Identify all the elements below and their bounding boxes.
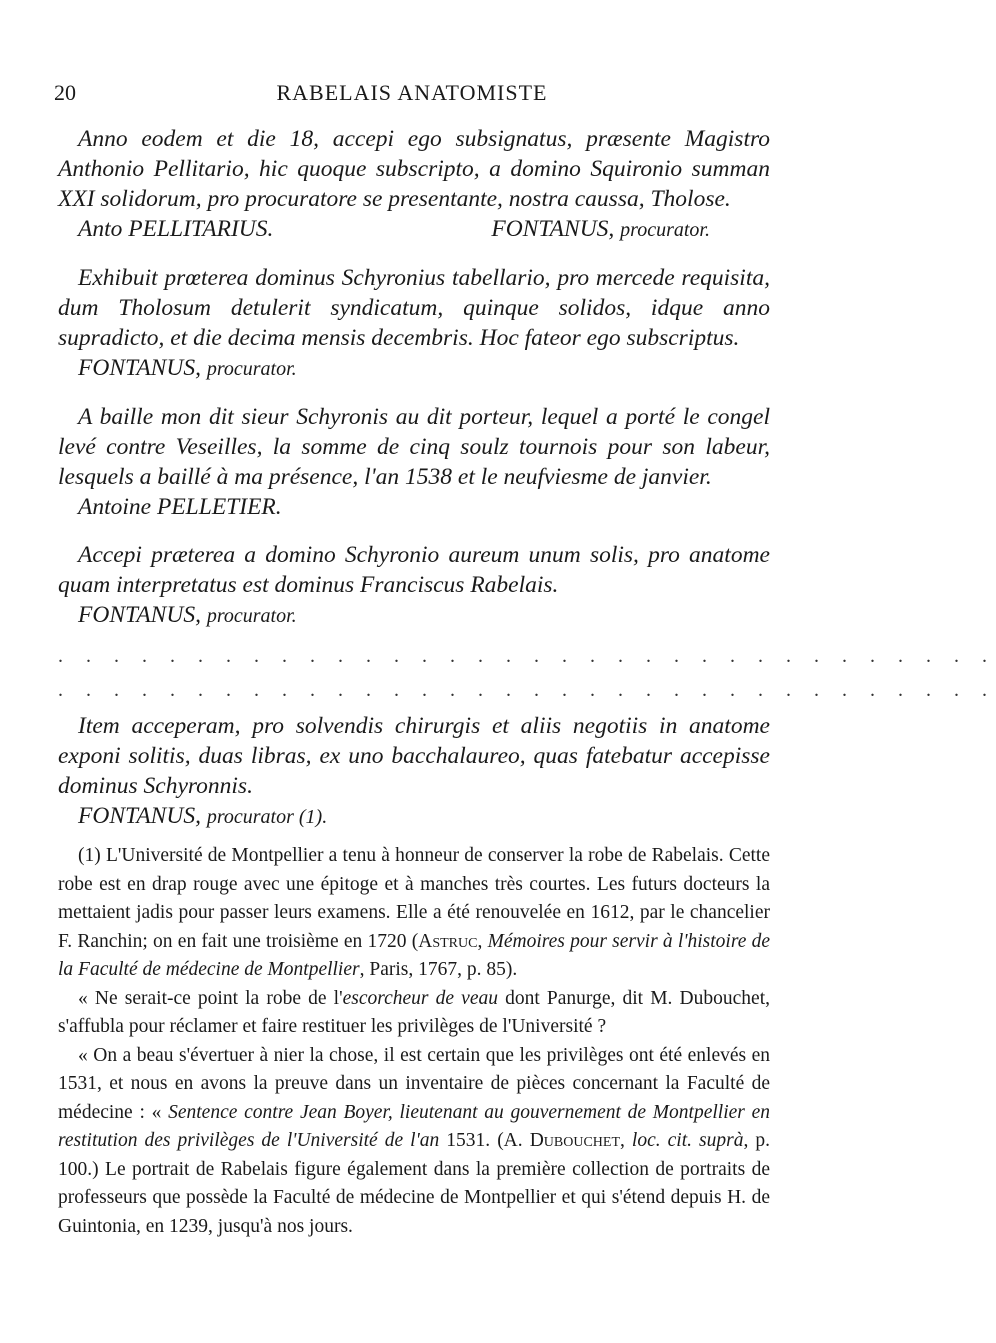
signature-pellitarius: Anto PELLITARIUS. [78, 216, 274, 242]
footnote-1-end: , Paris, 1767, p. 85). [359, 959, 518, 980]
signature-role: procurator. [206, 358, 297, 380]
footnote-author-astruc: Astruc [418, 930, 478, 952]
footnote-2 [58, 985, 770, 1042]
receipt-text-5: Item acceperam, pro solvendis chirurgis et aliis negotiis in anatome exponi solitis, duas libras, ex uno bacchalaureo, quas fatebatur accepisse dominus Schyronnis. [58, 713, 770, 799]
signature-fontanus-4 [58, 801, 770, 832]
footnote-sep: , [477, 930, 488, 952]
signature-role: procurator. [206, 605, 297, 627]
receipt-paragraph-4 [58, 540, 770, 600]
footnote-term-escorcheur: escorcheur de veau [342, 987, 498, 1009]
receipt-paragraph-1 [58, 124, 770, 214]
receipt-text-2: Exhibuit prœterea dominus Schyronius tabellario, pro mercede requisita, dum Tholosum detulerit syndicatum, quinque solidos, idque anno supradicto, et die decima mensis decembris. Hoc fateor ego subscriptus. [58, 265, 770, 351]
receipt-text-1: Anno eodem et die 18, accepi ego subsignatus, præsente Magistro Anthonio Pellitario, hic quoque subscripto, a domino Squironio summan XXI solidorum, pro procuratore se presentante, nostra caussa, Tholose. [58, 126, 770, 212]
footnote-loc-cit: loc. cit. suprà [631, 1130, 744, 1151]
footnote-title-memoires: Mémoires pour servir à l'histoire de la Faculté de médecine de Montpellier [58, 930, 770, 980]
running-title: RABELAIS ANATOMISTE [276, 80, 548, 105]
footnotes [58, 842, 770, 1241]
signature-row-1 [58, 214, 770, 245]
page-number: 20 [54, 80, 76, 105]
signature-pelletier: Antoine PELLETIER. [78, 494, 282, 520]
ellipsis-line-1: . . . . . . . . . . . . . . . . . . . . . . . . . . . . . . . . . . [58, 645, 996, 667]
ellipsis-line-2: . . . . . . . . . . . . . . . . . . . . . . . . . . . . . . . . . . [58, 679, 996, 701]
signature-name: FONTANUS, [78, 602, 201, 628]
footnote-3-mid: 1531. (A. [439, 1130, 530, 1151]
footnote-2-text: « Ne serait-ce point la robe de l' [78, 987, 343, 1009]
footnote-3 [58, 1042, 770, 1242]
receipt-paragraph-5 [58, 711, 770, 801]
signature-fontanus-3 [58, 600, 770, 631]
signature-name: FONTANUS, [78, 355, 201, 381]
signature-fontanus-2 [58, 353, 770, 384]
signature-fontanus-1 [491, 214, 710, 245]
signature-name: FONTANUS, [491, 216, 615, 242]
footnote-2-end: dont Panurge, dit M. Dubouchet, s'affubla pour réclamer et faire restituer les privilèges de l'Université ? [58, 987, 770, 1037]
footnote-3-end: , p. 100.) Le portrait de Rabelais figure également dans la première collection de portraits de professeurs que possède la Faculté de médecine de Montpellier et qui s'étend depuis H. de Guintonia, en 1239, jusqu'à nos jours. [58, 1130, 771, 1237]
receipt-paragraph-3 [58, 402, 770, 492]
footnote-author-dubouchet: Dubouchet [529, 1130, 620, 1151]
signature-role: procurator (1). [206, 806, 328, 828]
footnote-title-sentence: Sentence contre Jean Boyer, lieutenant au gouvernement de Montpellier en restitution des privilèges de l'Université de l'an [58, 1101, 771, 1151]
footnote-sep: , [620, 1130, 632, 1151]
signature-role: procurator. [620, 219, 710, 241]
receipt-paragraph-2 [58, 263, 770, 353]
page-header [54, 80, 770, 110]
footnote-3-text: « On a beau s'évertuer à nier la chose, il est certain que les privilèges ont été enlevés en 1531, et nous en avons la preuve dans un inventaire de pièces concernant la Faculté de médecine : « [58, 1044, 770, 1123]
page-body [58, 124, 996, 1241]
receipt-text-3: A baille mon dit sieur Schyronis au dit porteur, lequel a porté le congel levé contre Veseilles, la somme de cinq soulz tournois pour son labeur, lesquels a baillé à ma présence, l'an 1538 et le neufviesme de janvier. [58, 404, 770, 490]
signature-name: FONTANUS, [78, 803, 201, 829]
footnote-1 [58, 842, 770, 985]
footnote-1-text: (1) L'Université de Montpellier a tenu à honneur de conserver la robe de Rabelais. Cette robe est en drap rouge avec une épitoge et à manches très courtes. Les futurs docteurs la mettaient jadis pour passer leurs examens. Elle a été renouvelée en 1612, par le chancelier F. Ranchin; on en fait une troisième en 1720 ( [58, 845, 770, 952]
receipt-text-4: Accepi præterea a domino Schyronio aureum unum solis, pro anatome quam interpretatus est dominus Franciscus Rabelais. [58, 542, 770, 598]
